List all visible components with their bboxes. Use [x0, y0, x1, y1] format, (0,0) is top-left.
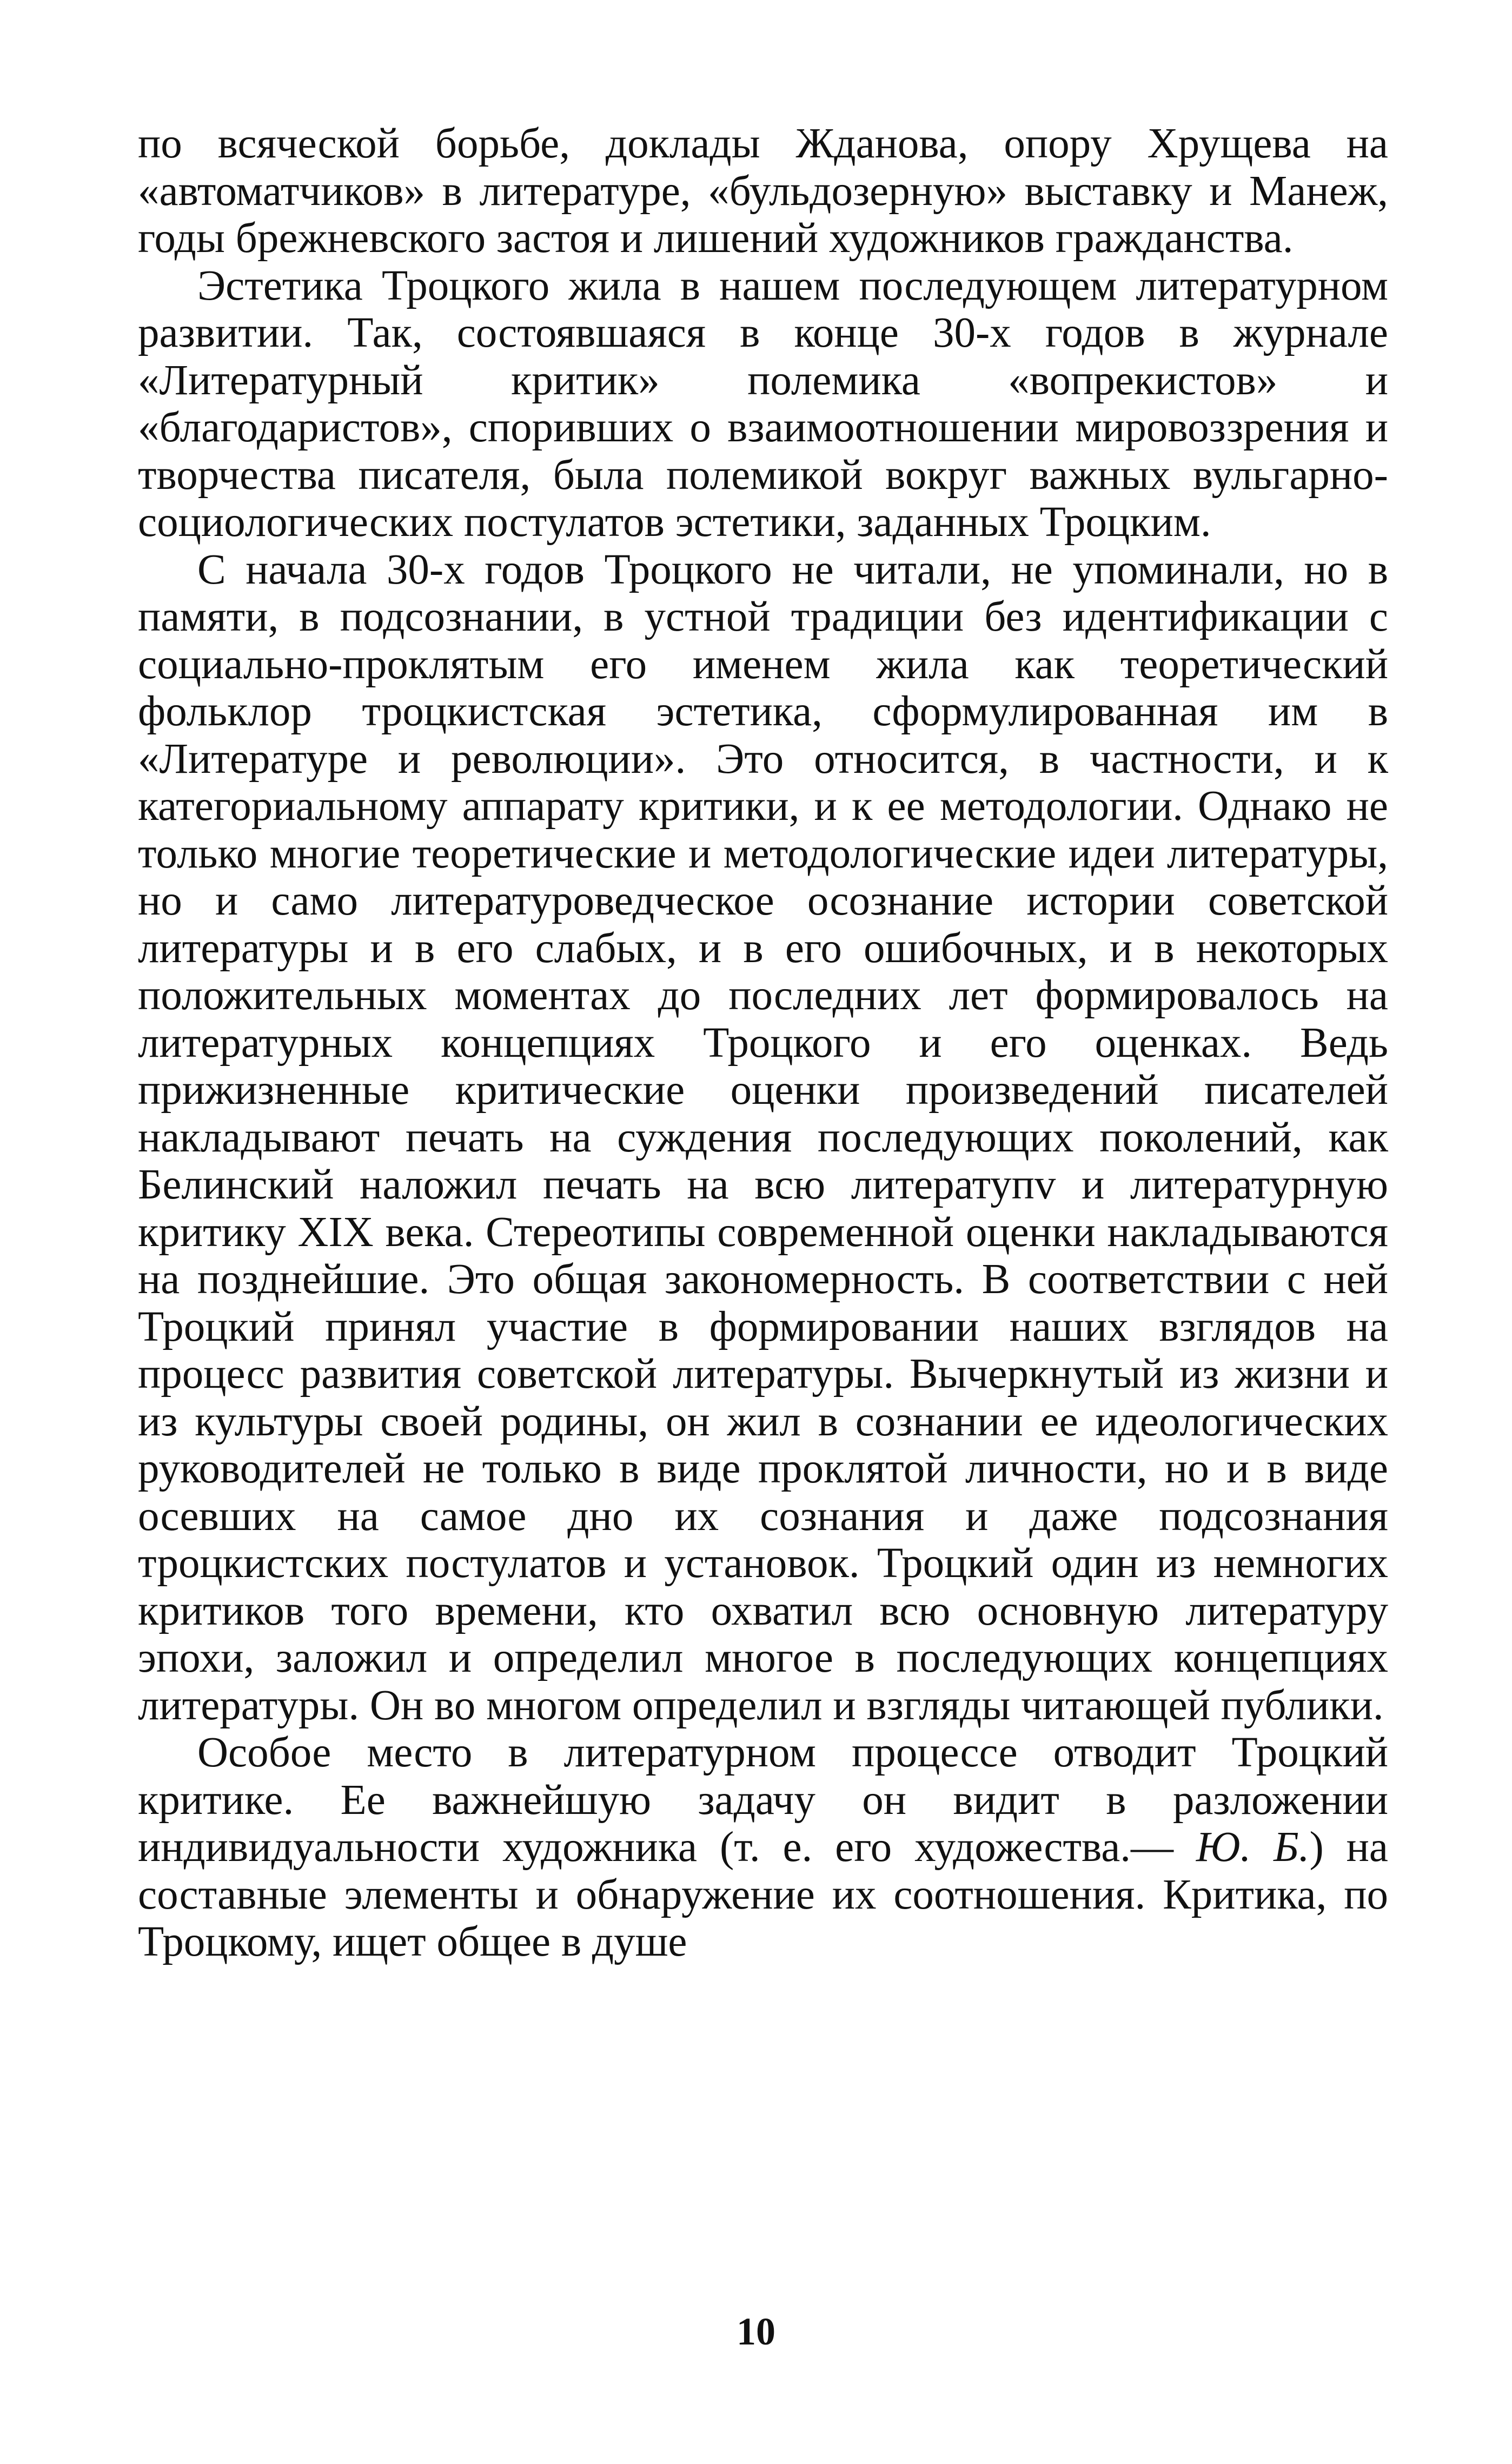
paragraph-criticism-text-before: Особое место в литературном процессе отводит Троцкий критике. Ее важнейшую задачу он видит в разложении индивидуальности художника (т. е. его художества.— [138, 1729, 1388, 1871]
paragraph-criticism-role [138, 1729, 1388, 1966]
paragraph-trotsky-aesthetics: Эстетика Троцкого жила в нашем последующем литературном развитии. Так, состоявшаяся в конце 30-х годов в журнале «Литературный критик» полемика «вопрекистов» и «благодаристов», споривших о взаимоотношении мировоззрения и творчества писателя, была полемикой вокруг важных вульгарно-социологических постулатов эстетики, заданных Троцким. [138, 262, 1388, 546]
paragraph-criticism-text-after: ) на составные элементы и обнаружение их соотношения. Критика, по Троцкому, ищет общее в душе [138, 1824, 1388, 1965]
paragraph-continuation: по всяческой борьбе, доклады Жданова, опору Хрущева на «автоматчиков» в литературе, «бульдозерную» выставку и Манеж, годы брежневского застоя и лишений художников гражданства. [138, 120, 1388, 262]
author-initials: Ю. Б. [1196, 1824, 1310, 1871]
paragraph-thirties-memory: С начала 30-х годов Троцкого не читали, не упоминали, но в памяти, в подсознании, в устной традиции без идентификации с социально-проклятым его именем жила как теоретический фольклор троцкистская эстетика, сформулированная им в «Литературе и революции». Это относится, в частности, и к категориальному аппарату критики, и к ее методологии. Однако не только многие теоретические и методологические идеи литературы, но и само литературоведческое осознание истории советской литературы и в его слабых, и в его ошибочных, и в некоторых положительных моментах до последних лет формировалось на литературных концепциях Троцкого и его оценках. Ведь прижизненные критические оценки произведений писателей накладывают печать на суждения последующих поколений, как Белинский наложил печать на всю литератупv и литературную критику XIX века. Стереотипы современной оценки накладываются на позднейшие. Это общая закономерность. В соответствии с ней Троцкий принял участие в формировании наших взглядов на процесс развития советской литературы. Вычеркнутый из жизни и из культуры своей родины, он жил в сознании ее идеологических руководителей не только в виде проклятой личности, но и в виде осевших на самое дно их сознания и даже подсознания троцкистских постулатов и установок. Троцкий один из немногих критиков того времени, кто охватил всю основную литературу эпохи, заложил и определил многое в последующих концепциях литературы. Он во многом определил и взгляды читающей публики. [138, 546, 1388, 1729]
page-number: 10 [737, 2310, 775, 2353]
page-body-text [138, 120, 1388, 1966]
